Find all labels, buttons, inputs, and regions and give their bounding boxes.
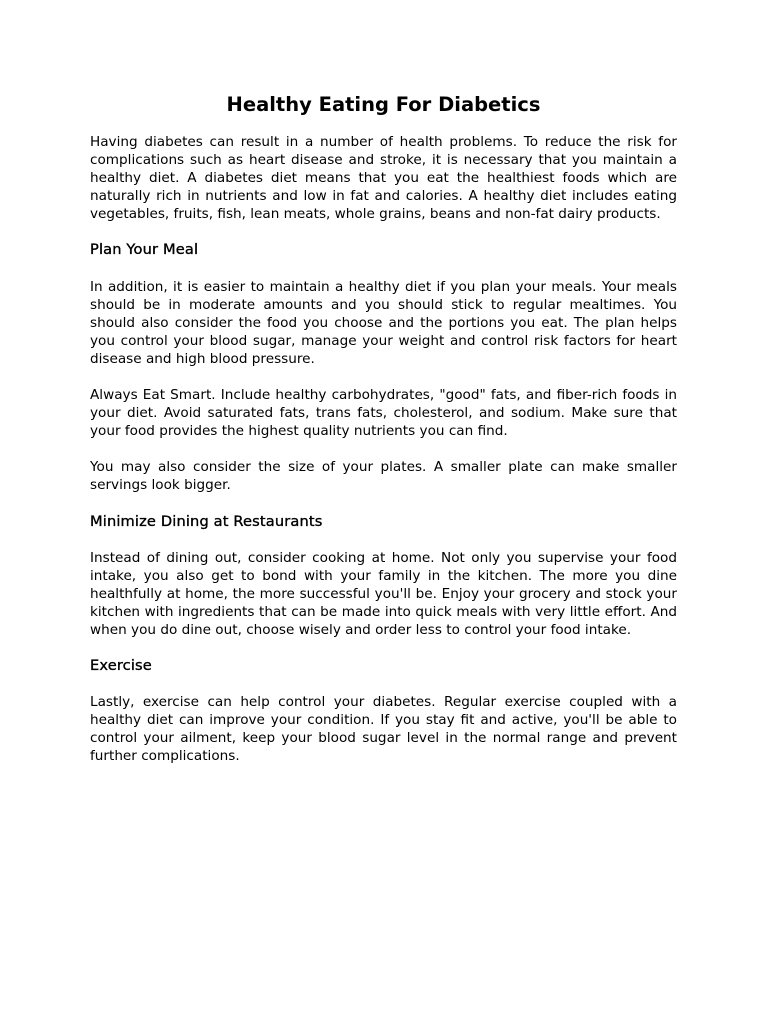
minimize-dining-paragraph: Instead of dining out, consider cooking at home. Not only you supervise your food intake, you also get to bond with your family in the kitchen. The more you dine healthfully at home, the more successful you'll be. Enjoy your grocery and stock your kitchen with ingredients that can be made into quick meals with very little effort. And when you do dine out, choose wisely and order less to control your food intake. [90, 549, 677, 638]
document-title: Healthy Eating For Diabetics [226, 93, 541, 116]
exercise-paragraph: Lastly, exercise can help control your diabetes. Regular exercise coupled with a healthy diet can improve your condition. If you stay fit and active, you'll be able to control your ailment, keep your blood sugar level in the normal range and prevent further complications. [90, 694, 677, 765]
plan-meal-paragraph-2: Always Eat Smart. Include healthy carbohydrates, "good" fats, and fiber-rich foods in your diet. Avoid saturated fats, trans fats, cholesterol, and sodium. Make sure that your food provides the highest quality nutrients you can find. [90, 387, 677, 440]
plan-meal-paragraph-1: In addition, it is easier to maintain a healthy diet if you plan your meals. Your meals should be in moderate amounts and you should stick to regular mealtimes. You should also consider the food you choose and the portions you eat. The plan helps you control your blood sugar, manage your weight and control risk factors for heart disease and high blood pressure. [90, 278, 677, 367]
intro-paragraph: Having diabetes can result in a number of health problems. To reduce the risk for complications such as heart disease and stroke, it is necessary that you maintain a healthy diet. A diabetes diet means that you eat the healthiest foods which are naturally rich in nutrients and low in fat and calories. A healthy diet includes eating vegetables, fruits, fish, lean meats, whole grains, beans and non-fat dairy products. [90, 134, 677, 223]
document-page [90, 92, 677, 784]
section-heading-plan-your-meal: Plan Your Meal [90, 241, 199, 259]
section-heading-exercise: Exercise [90, 657, 152, 675]
plan-meal-paragraph-3: You may also consider the size of your plates. A smaller plate can make smaller servings look bigger. [90, 459, 677, 494]
section-heading-minimize-dining: Minimize Dining at Restaurants [90, 512, 323, 530]
